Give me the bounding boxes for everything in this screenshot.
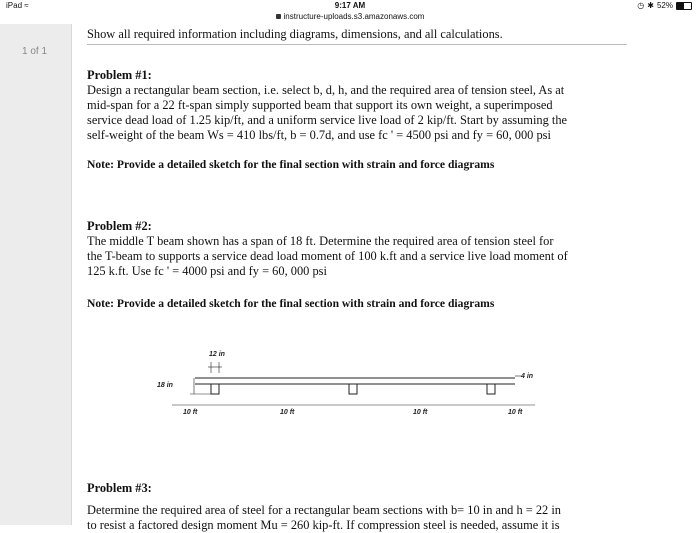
- depth-label: 18 in: [157, 382, 173, 389]
- page-separator: [87, 44, 627, 45]
- problem1-heading: Problem #1:: [87, 68, 152, 82]
- page-indicator: 1 of 1: [22, 46, 48, 57]
- problem3-line: Determine the required area of steel for a rectangular beam sections with b= 10 in and h = 22 in: [87, 503, 561, 517]
- spacing-label: 10 ft: [280, 409, 295, 416]
- slab-thickness-label: 4 in: [521, 373, 534, 380]
- spacing-label: 10 ft: [183, 409, 198, 416]
- problem2-line: 125 k.ft. Use fc ' = 4000 psi and fy = 60, 000 psi: [87, 264, 327, 278]
- problem3-heading: Problem #3:: [87, 481, 152, 495]
- alarm-icon: ◷: [637, 1, 645, 10]
- spacing-label: 10 ft: [413, 409, 428, 416]
- battery-icon: [676, 2, 692, 10]
- intro-text: Show all required information including diagrams, dimensions, and all calculations.: [87, 27, 503, 41]
- lock-icon: [276, 14, 281, 19]
- problem1-line: self-weight of the beam Ws = 410 lbs/ft, b = 0.7d, and use fc ' = 4500 psi and fy = 60, 000 psi: [87, 128, 551, 142]
- web-width-label: 12 in: [209, 351, 225, 358]
- problem2-line: the T-beam to supports a service dead load moment of 100 k.ft and a service live load moment of: [87, 249, 568, 263]
- web-right: [487, 384, 495, 394]
- problem2-line: The middle T beam shown has a span of 18 ft. Determine the required area of tension steel for: [87, 234, 554, 248]
- t-beam-diagram: [150, 345, 550, 421]
- address-bar[interactable]: [0, 12, 700, 24]
- problem2-note: Note: Provide a detailed sketch for the final section with strain and force diagrams: [87, 297, 495, 310]
- problem1-line: mid-span for a 22 ft-span simply supported beam that support its own weight, a superimposed: [87, 98, 553, 112]
- problem2-heading: Problem #2:: [87, 219, 152, 233]
- problem1-line: service dead load of 1.25 kip/ft, and a uniform service live load of 2 kip/ft. Start by assuming the: [87, 113, 568, 127]
- url-text: instructure-uploads.s3.amazonaws.com: [283, 12, 425, 21]
- web-middle: [349, 384, 357, 394]
- status-right: [637, 1, 692, 10]
- device-label: iPad ≈: [6, 1, 29, 10]
- web-left: [211, 384, 219, 394]
- battery-percent: 52%: [656, 1, 673, 10]
- wifi-icon: ≈: [24, 1, 29, 10]
- status-bar: [0, 0, 700, 12]
- problem1-note: Note: Provide a detailed sketch for the final section with strain and force diagrams: [87, 158, 495, 171]
- problem1-line: Design a rectangular beam section, i.e. select b, d, h, and the required area of tension steel, As at: [87, 83, 565, 97]
- page-gutter: [0, 24, 72, 525]
- clock: 9:17 AM: [334, 1, 366, 10]
- problem3-line: to resist a factored design moment Mu = 260 kip-ft. If compression steel is needed, assume it is: [87, 518, 560, 532]
- bluetooth-icon: ✱: [647, 1, 654, 10]
- spacing-label: 10 ft: [508, 409, 523, 416]
